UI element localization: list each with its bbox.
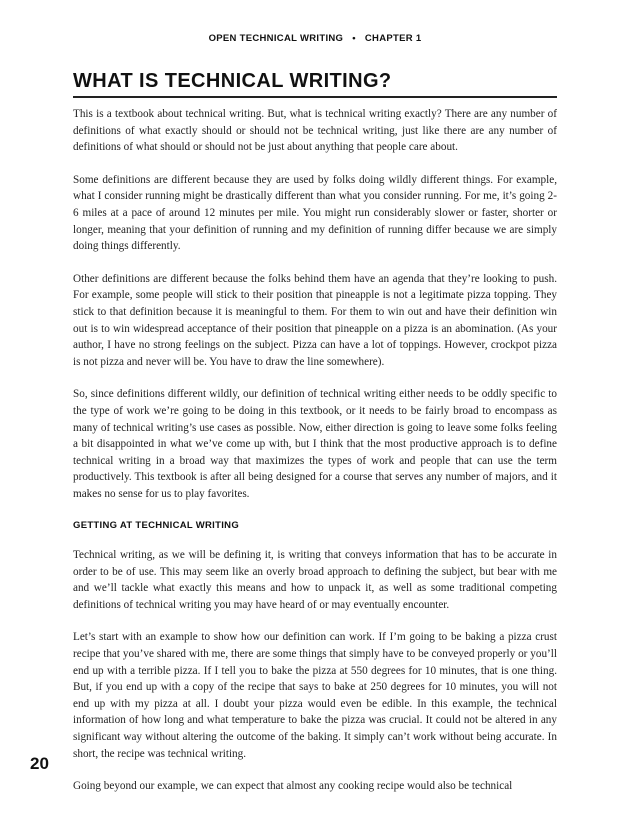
paragraph: Technical writing, as we will be defining it, is writing that conveys information that has to be accurate in order to be of use. This may seem like an overly broad approach to defining the subject, but bear with me and we’ll tackle what exactly this means and how to unpack it, as well as some traditional competing definitions of technical writing you may have heard of or may eventually encounter. xyxy=(73,549,557,611)
paragraph: Some definitions are different because they are used by folks doing wildly different things. For example, what I consider running might be drastically different than what you consider running. For me, it’s going 2-6 miles at a pace of around 12 minutes per mile. You might run considerably slower or faster, shorter or longer, meaning that your definition of running and my definition of running differ because we are simply doing things differently. xyxy=(73,173,557,253)
page-number: 20 xyxy=(30,754,49,773)
book-title: OPEN TECHNICAL WRITING xyxy=(208,33,344,44)
body-text xyxy=(73,106,557,811)
paragraph: So, since definitions different wildly, our definition of technical writing either needs to be oddly specific to the type of work we’re going to be doing in this textbook, or it needs to be fairly broad to encompass as many of technical writing’s use cases as possible. Now, either direction is going to leave some folks feeling a bit disappointed in what we’ve come up with, but I think that the most productive approach is to define technical writing in a broad way that maximizes the types of work and people that can use the term productively. This textbook is after all being designed for a course that serves any number of majors, and it makes no sense for us to play favorites. xyxy=(73,388,557,500)
paragraph: Other definitions are different because the folks behind them have an agenda that they’re looking to push. For example, some people will stick to their position that pineapple is not a legitimate pizza topping. They stick to that definition because it is meaningful to them. For them to win out and have their definition win out is to win widespread acceptance of their position that pineapple on a pizza is an abomination. (As your author, I have no strong feelings on the subject. Pizza can have a lot of toppings. However, crockpot pizza is not pizza and never will be. You have to draw the line somewhere). xyxy=(73,272,557,368)
section-subheading: GETTING AT TECHNICAL WRITING xyxy=(73,520,240,532)
paragraph: This is a textbook about technical writing. But, what is technical writing exactly? There are any number of definitions of what exactly should or should not be technical writing, just like there are any number of definitions of what should or should not be just about anything that people care about. xyxy=(73,108,557,154)
header-separator: • xyxy=(352,33,356,44)
paragraph: Let’s start with an example to show how our definition can work. If I’m going to be baking a pizza crust recipe that you’ve shared with me, there are some things that simply have to be conveyed properly or you’ll end up with a terrible pizza. If I tell you to bake the pizza at 550 degrees for 10 minutes, that is one thing. But, if you end up with a copy of the recipe that says to bake at 250 degrees for 10 minutes, you will not end up with my pizza at all. I doubt your pizza would even be edible. In this example, the technical information of how long and what temperature to bake the pizza was crucial. It could not be altered in any significant way without altering the outcome of the baking. It simply can’t work without being accurate. In short, the recipe was technical writing. xyxy=(73,631,557,760)
title-underline xyxy=(73,96,557,98)
running-header xyxy=(0,33,630,44)
chapter-label: CHAPTER 1 xyxy=(364,33,422,44)
page-title: WHAT IS TECHNICAL WRITING? xyxy=(73,70,392,92)
paragraph: Going beyond our example, we can expect that almost any cooking recipe would also be technical xyxy=(73,780,513,793)
